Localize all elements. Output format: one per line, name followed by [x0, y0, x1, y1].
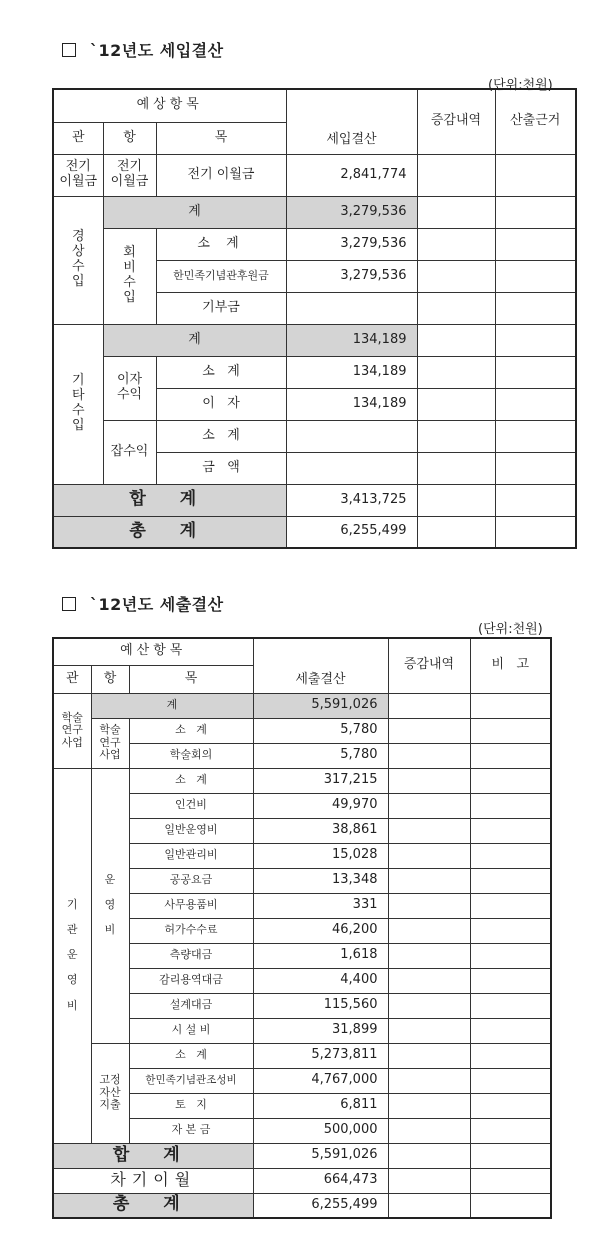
opex-item-amount: 13,348: [253, 868, 388, 893]
capex-item-amount: 500,000: [253, 1118, 388, 1143]
expense-grand-label: 총 계: [53, 1193, 253, 1218]
empty-cell: [470, 843, 551, 868]
table-row: [53, 1193, 551, 1218]
table-row: [53, 1168, 551, 1193]
empty-cell: [388, 1143, 470, 1168]
empty-cell: [388, 818, 470, 843]
opex-item-label: 소 계: [129, 768, 253, 793]
empty-cell: [470, 1018, 551, 1043]
interest-mok: 이 자: [156, 388, 286, 420]
empty-cell: [388, 693, 470, 718]
table-row: [53, 324, 576, 356]
op-sub-amount: 3,279,536: [286, 228, 417, 260]
capex-item-amount: 4,767,000: [253, 1068, 388, 1093]
expense-total-amount: 5,591,026: [253, 693, 388, 718]
empty-cell: [470, 793, 551, 818]
empty-cell: [495, 420, 576, 452]
table-row: [53, 356, 576, 388]
empty-cell: [417, 356, 495, 388]
empty-cell: [388, 918, 470, 943]
expense-title: [62, 592, 224, 615]
expense-head-hang: 항: [91, 665, 129, 693]
empty-cell: [286, 452, 417, 484]
acad-hang: 학술 연구 사업: [91, 718, 129, 768]
checkbox-square-icon: [62, 43, 76, 57]
acad-mok: 학술회의: [129, 743, 253, 768]
empty-cell: [388, 843, 470, 868]
other-gwan: 기 타 수 입: [53, 324, 103, 484]
empty-cell: [417, 452, 495, 484]
empty-cell: [388, 718, 470, 743]
empty-cell: [417, 228, 495, 260]
expense-table: [52, 637, 552, 1219]
empty-cell: [470, 918, 551, 943]
empty-cell: [388, 793, 470, 818]
empty-cell: [470, 768, 551, 793]
acad-mok-amount: 5,780: [253, 743, 388, 768]
empty-cell: [470, 943, 551, 968]
capex-hang: 고정 자산 지출: [91, 1043, 129, 1143]
op-total-label: 계: [103, 196, 286, 228]
empty-cell: [388, 743, 470, 768]
table-row: [53, 1143, 551, 1168]
revenue-head-hang: 항: [103, 122, 156, 154]
empty-cell: [417, 154, 495, 196]
empty-cell: [470, 1093, 551, 1118]
table-row: [53, 516, 576, 548]
empty-cell: [495, 484, 576, 516]
table-row: [53, 768, 551, 793]
empty-cell: [470, 1043, 551, 1068]
revenue-head-amount: 세입결산: [286, 89, 417, 154]
revenue-unit: (단위:천원): [488, 78, 553, 93]
table-row: [53, 228, 576, 260]
other-total-label: 계: [103, 324, 286, 356]
op-gwan: 경 상 수 입: [53, 196, 103, 324]
revenue-head-gwan: 관: [53, 122, 103, 154]
revenue-sum-amount: 3,413,725: [286, 484, 417, 516]
empty-cell: [495, 292, 576, 324]
table-row: [53, 1043, 551, 1068]
empty-cell: [470, 1068, 551, 1093]
op-mok1-amount: 3,279,536: [286, 260, 417, 292]
empty-cell: [388, 1193, 470, 1218]
op-total-amount: 3,279,536: [286, 196, 417, 228]
empty-cell: [495, 516, 576, 548]
empty-cell: [495, 324, 576, 356]
acad-sub-label: 소 계: [129, 718, 253, 743]
inst-gwan: 기 관 운 영 비: [53, 768, 91, 1143]
empty-cell: [495, 260, 576, 292]
opex-item-amount: 331: [253, 893, 388, 918]
empty-cell: [470, 1118, 551, 1143]
expense-title-text: `12년도 세출결산: [90, 595, 224, 614]
opex-item-label: 일반관리비: [129, 843, 253, 868]
empty-cell: [470, 718, 551, 743]
table-row: [53, 718, 551, 743]
expense-head-mok: 목: [129, 665, 253, 693]
interest-mok-amount: 134,189: [286, 388, 417, 420]
empty-cell: [417, 324, 495, 356]
misc-mok: 금 액: [156, 452, 286, 484]
empty-cell: [388, 1168, 470, 1193]
revenue-title: [62, 38, 224, 61]
table-row: [53, 154, 576, 196]
expense-sum-amount: 5,591,026: [253, 1143, 388, 1168]
interest-sub-label: 소 계: [156, 356, 286, 388]
empty-cell: [470, 693, 551, 718]
empty-cell: [470, 743, 551, 768]
empty-cell: [388, 943, 470, 968]
expense-carry-label: 차기이월: [53, 1168, 253, 1193]
empty-cell: [470, 818, 551, 843]
revenue-head-mok: 목: [156, 122, 286, 154]
expense-head-note: 비 고: [470, 638, 551, 693]
empty-cell: [470, 1193, 551, 1218]
op-mok1: 한민족기념관후원금: [156, 260, 286, 292]
interest-hang: 이자 수익: [103, 356, 156, 420]
opex-item-amount: 31,899: [253, 1018, 388, 1043]
empty-cell: [470, 1143, 551, 1168]
empty-cell: [417, 516, 495, 548]
opex-item-label: 측량대금: [129, 943, 253, 968]
expense-head-gwan: 관: [53, 665, 91, 693]
empty-cell: [286, 420, 417, 452]
opex-item-label: 허가수수료: [129, 918, 253, 943]
empty-cell: [495, 356, 576, 388]
opex-item-label: 시 설 비: [129, 1018, 253, 1043]
empty-cell: [417, 260, 495, 292]
opex-item-amount: 115,560: [253, 993, 388, 1018]
expense-grand-amount: 6,255,499: [253, 1193, 388, 1218]
expense-total-label: 계: [91, 693, 253, 718]
opex-item-label: 인건비: [129, 793, 253, 818]
empty-cell: [388, 1118, 470, 1143]
carry-mok: 전기 이월금: [156, 154, 286, 196]
opex-item-amount: 49,970: [253, 793, 388, 818]
acad-sub-amount: 5,780: [253, 718, 388, 743]
revenue-head-basis: 산출근거: [495, 89, 576, 154]
empty-cell: [495, 196, 576, 228]
empty-cell: [388, 868, 470, 893]
empty-cell: [388, 1093, 470, 1118]
expense-unit: (단위:천원): [478, 622, 543, 637]
empty-cell: [417, 196, 495, 228]
interest-sub-amount: 134,189: [286, 356, 417, 388]
opex-item-label: 설계대금: [129, 993, 253, 1018]
opex-item-amount: 15,028: [253, 843, 388, 868]
expense-carry-amount: 664,473: [253, 1168, 388, 1193]
revenue-grand-amount: 6,255,499: [286, 516, 417, 548]
opex-item-amount: 46,200: [253, 918, 388, 943]
table-row: [53, 693, 551, 718]
expense-head-amount: 세출결산: [253, 638, 388, 693]
opex-hang: 운 영 비: [91, 768, 129, 1043]
opex-item-label: 사무용품비: [129, 893, 253, 918]
empty-cell: [388, 1018, 470, 1043]
opex-item-label: 일반운영비: [129, 818, 253, 843]
opex-item-amount: 4,400: [253, 968, 388, 993]
empty-cell: [495, 154, 576, 196]
empty-cell: [470, 893, 551, 918]
table-row: [53, 196, 576, 228]
empty-cell: [417, 292, 495, 324]
empty-cell: [388, 1043, 470, 1068]
expense-head-group: 예산항목: [53, 638, 253, 665]
table-row: [53, 484, 576, 516]
opex-item-amount: 317,215: [253, 768, 388, 793]
empty-cell: [417, 388, 495, 420]
empty-cell: [495, 228, 576, 260]
table-row: [53, 420, 576, 452]
capex-item-label: 한민족기념관조성비: [129, 1068, 253, 1093]
expense-sum-label: 합 계: [53, 1143, 253, 1168]
acad-gwan: 학술 연구 사업: [53, 693, 91, 768]
empty-cell: [495, 388, 576, 420]
empty-cell: [286, 292, 417, 324]
misc-hang: 잡수익: [103, 420, 156, 484]
empty-cell: [495, 452, 576, 484]
empty-cell: [388, 968, 470, 993]
empty-cell: [388, 768, 470, 793]
empty-cell: [388, 993, 470, 1018]
empty-cell: [388, 893, 470, 918]
op-sub-label: 소 계: [156, 228, 286, 260]
expense-head-change: 증감내역: [388, 638, 470, 693]
other-total-amount: 134,189: [286, 324, 417, 356]
carry-amount: 2,841,774: [286, 154, 417, 196]
capex-item-label: 소 계: [129, 1043, 253, 1068]
opex-item-label: 공공요금: [129, 868, 253, 893]
checkbox-square-icon: [62, 597, 76, 611]
capex-item-label: 토 지: [129, 1093, 253, 1118]
op-mok2: 기부금: [156, 292, 286, 324]
empty-cell: [388, 1068, 470, 1093]
empty-cell: [470, 968, 551, 993]
opex-item-amount: 38,861: [253, 818, 388, 843]
revenue-grand-label: 총 계: [53, 516, 286, 548]
opex-item-amount: 1,618: [253, 943, 388, 968]
carry-gwan: 전기 이월금: [53, 154, 103, 196]
misc-sub-label: 소 계: [156, 420, 286, 452]
revenue-head-change: 증감내역: [417, 89, 495, 154]
opex-item-label: 감리용역대금: [129, 968, 253, 993]
capex-item-label: 자 본 금: [129, 1118, 253, 1143]
revenue-head-group: 예상항목: [53, 89, 286, 122]
carry-hang: 전기 이월금: [103, 154, 156, 196]
capex-item-amount: 6,811: [253, 1093, 388, 1118]
capex-item-amount: 5,273,811: [253, 1043, 388, 1068]
revenue-title-text: `12년도 세입결산: [90, 41, 224, 60]
revenue-table: [52, 88, 577, 549]
empty-cell: [470, 1168, 551, 1193]
revenue-sum-label: 합 계: [53, 484, 286, 516]
op-hang: 회 비 수 입: [103, 228, 156, 324]
empty-cell: [417, 484, 495, 516]
empty-cell: [470, 868, 551, 893]
empty-cell: [470, 993, 551, 1018]
empty-cell: [417, 420, 495, 452]
